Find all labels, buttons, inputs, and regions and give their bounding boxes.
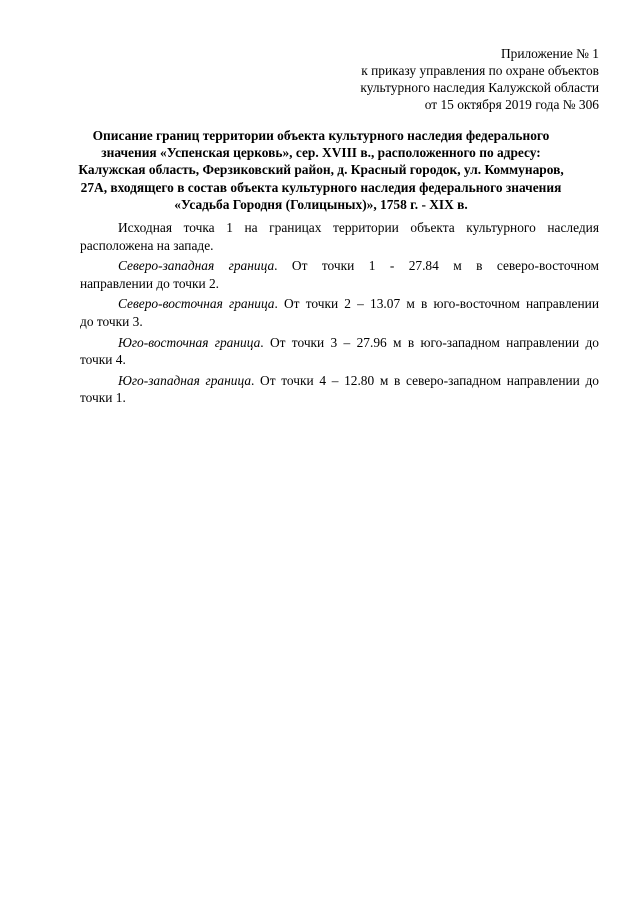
paragraph-southwest-boundary [80,372,599,407]
appendix-header [269,45,599,113]
paragraph-text: направлении до точки 2. [80,275,220,291]
order-reference: к приказу управления по охране объектов [361,63,599,78]
title-line: Описание границ территории объекта культурного наследия федерального [92,128,550,143]
paragraph-text: . От точки 1 - 27.84 м в северо-восточном [274,258,600,274]
title-line: значения «Успенская церковь», сер. XVIII в., расположенного по адресу: [101,145,541,161]
paragraph-start-point [80,219,599,254]
boundary-label: Юго-восточная граница [118,334,261,350]
paragraph-text: . От точки 3 – 27.96 м в юго-западном направлении до [260,334,599,350]
paragraph-text: . От точки 2 – 13.07 м в юго-восточном направлении [274,296,599,312]
paragraph-text: Исходная точка 1 на границах территории объекта культурного наследия [118,220,599,235]
document-title [45,127,597,213]
paragraph-text: расположена на западе. [80,237,214,253]
order-date: от 15 октября 2019 года № 306 [424,97,599,112]
paragraph-northeast-boundary [80,295,599,330]
paragraph-text: до точки 3. [80,313,143,329]
issuing-authority: культурного наследия Калужской области [360,80,599,95]
title-line: «Усадьба Городня (Голицыных)», 1758 г. - XIX в. [174,196,468,212]
paragraph-text: точки 1. [80,390,126,406]
appendix-number: Приложение № 1 [500,46,599,61]
boundary-description [80,219,599,410]
paragraph-southeast-boundary [80,334,599,369]
boundary-label: Северо-западная граница [118,258,275,274]
paragraph-text: точки 4. [80,352,126,368]
boundary-label: Северо-восточная граница [118,296,275,312]
title-line: Калужская область, Ферзиковский район, д. Красный городок, ул. Коммунаров, [78,162,564,178]
boundary-label: Юго-западная граница [118,372,252,388]
paragraph-text: . От точки 4 – 12.80 м в северо-западном направлении до [251,372,599,388]
paragraph-northwest-boundary [80,257,599,292]
title-line: 27А, входящего в состав объекта культурного наследия федерального значения [80,179,562,195]
